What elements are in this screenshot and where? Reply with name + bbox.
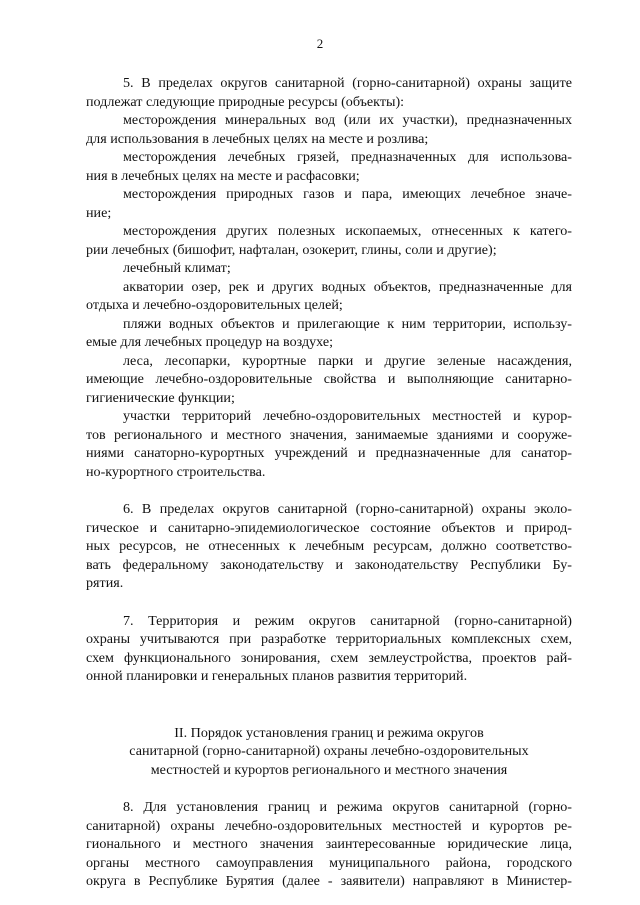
paragraph-line: 8. Для установления границ и режима округов санитарной (горно-: [123, 799, 572, 815]
paragraph-line: имеющие лечебно-оздоровительные свойства и выполняющие санитарно-: [86, 371, 572, 387]
section-heading-line: санитарной (горно-санитарной) охраны лечебно-оздоровительных: [129, 743, 529, 759]
paragraph-line: ние;: [86, 204, 112, 221]
paragraph-line: вать федеральному законодательству и законодательству Республики Бу-: [86, 556, 572, 573]
paragraph-line: 5. В пределах округов санитарной (горно-санитарной) охраны защите: [123, 75, 572, 91]
paragraph-line: гическое и санитарно-эпидемиологическое состояние объектов и природ-: [86, 519, 572, 536]
paragraph-line: рии лечебных (бишофит, нафталан, озокерит, глины, соли и другие);: [86, 241, 497, 258]
paragraph-line: леса, лесопарки, курортные парки и другие зеленые насаждения,: [123, 352, 572, 369]
paragraph-line: санитарной) охраны лечебно-оздоровительных местностей и курортов ре-: [86, 817, 572, 834]
paragraph-p5: [86, 74, 572, 481]
document-body: [86, 74, 572, 891]
paragraph-line: тов регионального и местного значения, занимаемые зданиями и сооруже-: [86, 426, 572, 443]
section-heading-line: II. Порядок установления границ и режима округов: [174, 724, 484, 741]
paragraph-line: рятия.: [86, 575, 124, 591]
paragraph-line: отдыха и лечебно-оздоровительных целей;: [86, 297, 343, 313]
paragraph-line: ных ресурсов, не отнесенных к лечебным ресурсам, должно соответство-: [86, 538, 572, 554]
paragraph-line: пляжи водных объектов и прилегающие к ним территории, использу-: [123, 315, 572, 332]
paragraph-line: подлежат следующие природные ресурсы (объекты):: [86, 93, 405, 110]
page-number: 2: [316, 36, 324, 51]
paragraph-line: схем функционального зонирования, схем землеустройства, проектов рай-: [86, 649, 572, 666]
paragraph-line: месторождения лечебных грязей, предназначенных для использова-: [123, 149, 572, 165]
paragraph-8: [86, 798, 572, 891]
paragraph-line: акватории озер, рек и других водных объектов, предназначенные для: [123, 278, 572, 295]
paragraph-line: месторождения других полезных ископаемых, отнесенных к катего-: [123, 223, 572, 239]
paragraph-line: ния в лечебных целях на месте и расфасовки;: [86, 167, 360, 184]
paragraph-line: емые для лечебных процедур на воздухе;: [86, 334, 334, 350]
paragraph-p6: [86, 500, 572, 593]
paragraph-line: округа в Республике Бурятия (далее - заявители) направляют в Министер-: [86, 873, 572, 889]
paragraph-line: но-курортного строительства.: [86, 463, 266, 480]
paragraph-p7: [86, 612, 572, 686]
paragraph-line: ниями санаторно-курортных учреждений и предназначенные для санатор-: [86, 445, 572, 461]
paragraphs: [86, 74, 572, 686]
paragraph-line: для использования в лечебных целях на месте и розлива;: [86, 130, 429, 147]
paragraph-line: онной планировки и генеральных планов развития территорий.: [86, 668, 468, 684]
paragraph-line: органы местного самоуправления муниципального района, городского: [86, 854, 572, 871]
paragraph-line: месторождения природных газов и пара, имеющих лечебное значе-: [123, 186, 572, 202]
paragraph-line: лечебный климат;: [123, 260, 231, 276]
paragraph-line: 6. В пределах округов санитарной (горно-санитарной) охраны эколо-: [123, 501, 572, 517]
paragraph-line: гионального и местного значения заинтересованные юридические лица,: [86, 836, 572, 852]
section-heading: [86, 724, 572, 780]
paragraph-line: 7. Территория и режим округов санитарной (горно-санитарной): [123, 612, 572, 629]
paragraph-line: гигиенические функции;: [86, 389, 235, 406]
paragraph-line: участки территорий лечебно-оздоровительных местностей и курор-: [123, 408, 572, 424]
paragraph-line: месторождения минеральных вод (или их участки), предназначенных: [123, 112, 572, 128]
paragraph-line: охраны учитываются при разработке территориальных комплексных схем,: [86, 631, 572, 647]
section-heading-line: местностей и курортов регионального и местного значения: [150, 761, 508, 778]
